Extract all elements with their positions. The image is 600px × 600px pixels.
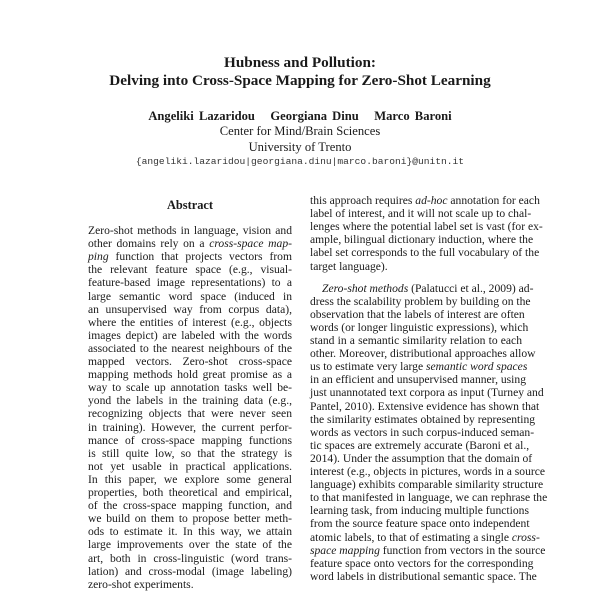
text-line: we build on them to propose better meth- <box>88 512 292 526</box>
text-line: learning task, from inducing multiple functions <box>310 504 529 518</box>
text-line: art, both in cross-linguistic (word trans- <box>88 551 292 565</box>
text-line: of the cross-space mapping function, and <box>88 499 292 513</box>
text-line: recognizing objects that were never seen <box>88 407 292 421</box>
text-line: mapping methods hold great promise as a <box>88 368 292 382</box>
text-line: an unsupervised way from corpus data), <box>88 302 292 316</box>
text-line: large semantic word space (induced in <box>88 289 292 303</box>
text-line: in an efficient and unsupervised manner, using <box>310 373 527 387</box>
text-line: language) exhibits comparable similarity structure <box>310 478 544 492</box>
text-line: us to estimate very large semantic word spaces <box>310 360 528 374</box>
text-line: space mapping function from vectors in the source <box>310 543 546 557</box>
text-line: associated to the nearest neighbours of the <box>88 341 292 355</box>
authors: Angeliki Lazaridou Georgiana Dinu Marco Baroni <box>148 109 452 123</box>
text-line: is still quite low, so that the strategy is <box>88 446 292 460</box>
text-line: this approach requires ad-hoc annotation for each <box>310 194 540 207</box>
paper-title-line-1: Hubness and Pollution: <box>224 54 376 71</box>
text-line: from the source feature space onto independent <box>310 517 530 531</box>
text-line: images depict) are labeled with the words <box>88 328 292 342</box>
text-line: In this paper, we explore some general <box>88 472 292 486</box>
text-line: word labels in distributional semantic space. The <box>310 569 537 583</box>
text-line: other. Moreover, distributional approaches allow <box>310 347 536 361</box>
text-line: ods to estimate it. In this way, we attain <box>88 525 292 539</box>
text-line: 2014). Under the assumption that the domain of <box>310 451 533 465</box>
text-line: label set corresponds to the full vocabulary of the <box>310 246 540 260</box>
text-line: atomic labels, to that of estimating a single cross- <box>310 530 540 544</box>
text-line: lation) and cross-modal (image labeling) <box>88 564 292 578</box>
abstract-heading: Abstract <box>166 198 214 212</box>
paper-title-line-2: Delving into Cross-Space Mapping for Zero-Shot Learning <box>109 72 491 89</box>
text-line: way to scale up annotation tasks well be- <box>88 381 292 395</box>
text-line: dress the scalability problem by building on the <box>310 294 531 308</box>
text-line: not yet usable in practical applications. <box>88 459 292 473</box>
text-line: where the entities of interest (e.g., objects <box>88 315 292 329</box>
text-line: mance of cross-space mapping functions <box>88 433 292 447</box>
text-line: the relevant feature space (e.g., visual- <box>88 263 292 277</box>
text-line: mapped vectors. Zero-shot cross-space <box>88 355 292 368</box>
affiliation-university: University of Trento <box>248 140 352 154</box>
text-line: Pantel, 2010). Extensive evidence has shown that <box>310 399 540 413</box>
text-line: yond the labels in the training data (e.g., <box>88 394 292 408</box>
text-line: feature space onto vectors for the corresponding <box>310 556 534 570</box>
text-line: to that manifested in language, we can rephrase the <box>310 491 548 505</box>
text-line: feature-based image representations) to a <box>88 276 292 290</box>
text-line: just unannotated text corpora as input (Turney and <box>310 386 544 400</box>
text-line: interest (e.g., objects in pictures, words in a source <box>310 465 546 478</box>
text-line: properties, both theoretical and empirical, <box>88 486 292 499</box>
text-line: observation that the labels of interest are often <box>310 307 525 321</box>
text-line: Zero-shot methods (Palatucci et al., 2009) ad- <box>322 281 534 295</box>
text-line: label of interest, and it will not scale up to chal- <box>310 207 532 221</box>
text-line: other domains rely on a cross-space map- <box>88 237 292 251</box>
affiliation-center: Center for Mind/Brain Sciences <box>219 124 381 138</box>
text-line: target language). <box>310 259 388 273</box>
text-line: the similarity estimates obtained by representing <box>310 412 536 426</box>
text-line: words as vectors in such corpus-induced seman- <box>310 425 535 439</box>
text-line: large improvements over the state of the <box>88 538 292 552</box>
text-line: words (or longer linguistic expressions), which <box>310 320 529 334</box>
text-line: Zero-shot methods in language, vision and <box>88 224 292 237</box>
text-line: ample, bilingual dictionary induction, where the <box>310 233 534 247</box>
text-line: ping function that projects vectors from <box>88 250 292 264</box>
text-line: in training). However, the current perfor- <box>88 420 292 434</box>
text-line: tic spaces are extremely accurate (Baroni et al., <box>310 438 530 452</box>
author-emails: {angeliki.lazaridou|georgiana.dinu|marco.baroni}@unitn.it <box>135 156 465 167</box>
text-line: zero-shot experiments. <box>88 577 194 591</box>
text-line: stand in a semantic similarity relation to each <box>310 334 522 347</box>
text-line: lenges where the potential label set is vast (for ex- <box>310 220 543 234</box>
